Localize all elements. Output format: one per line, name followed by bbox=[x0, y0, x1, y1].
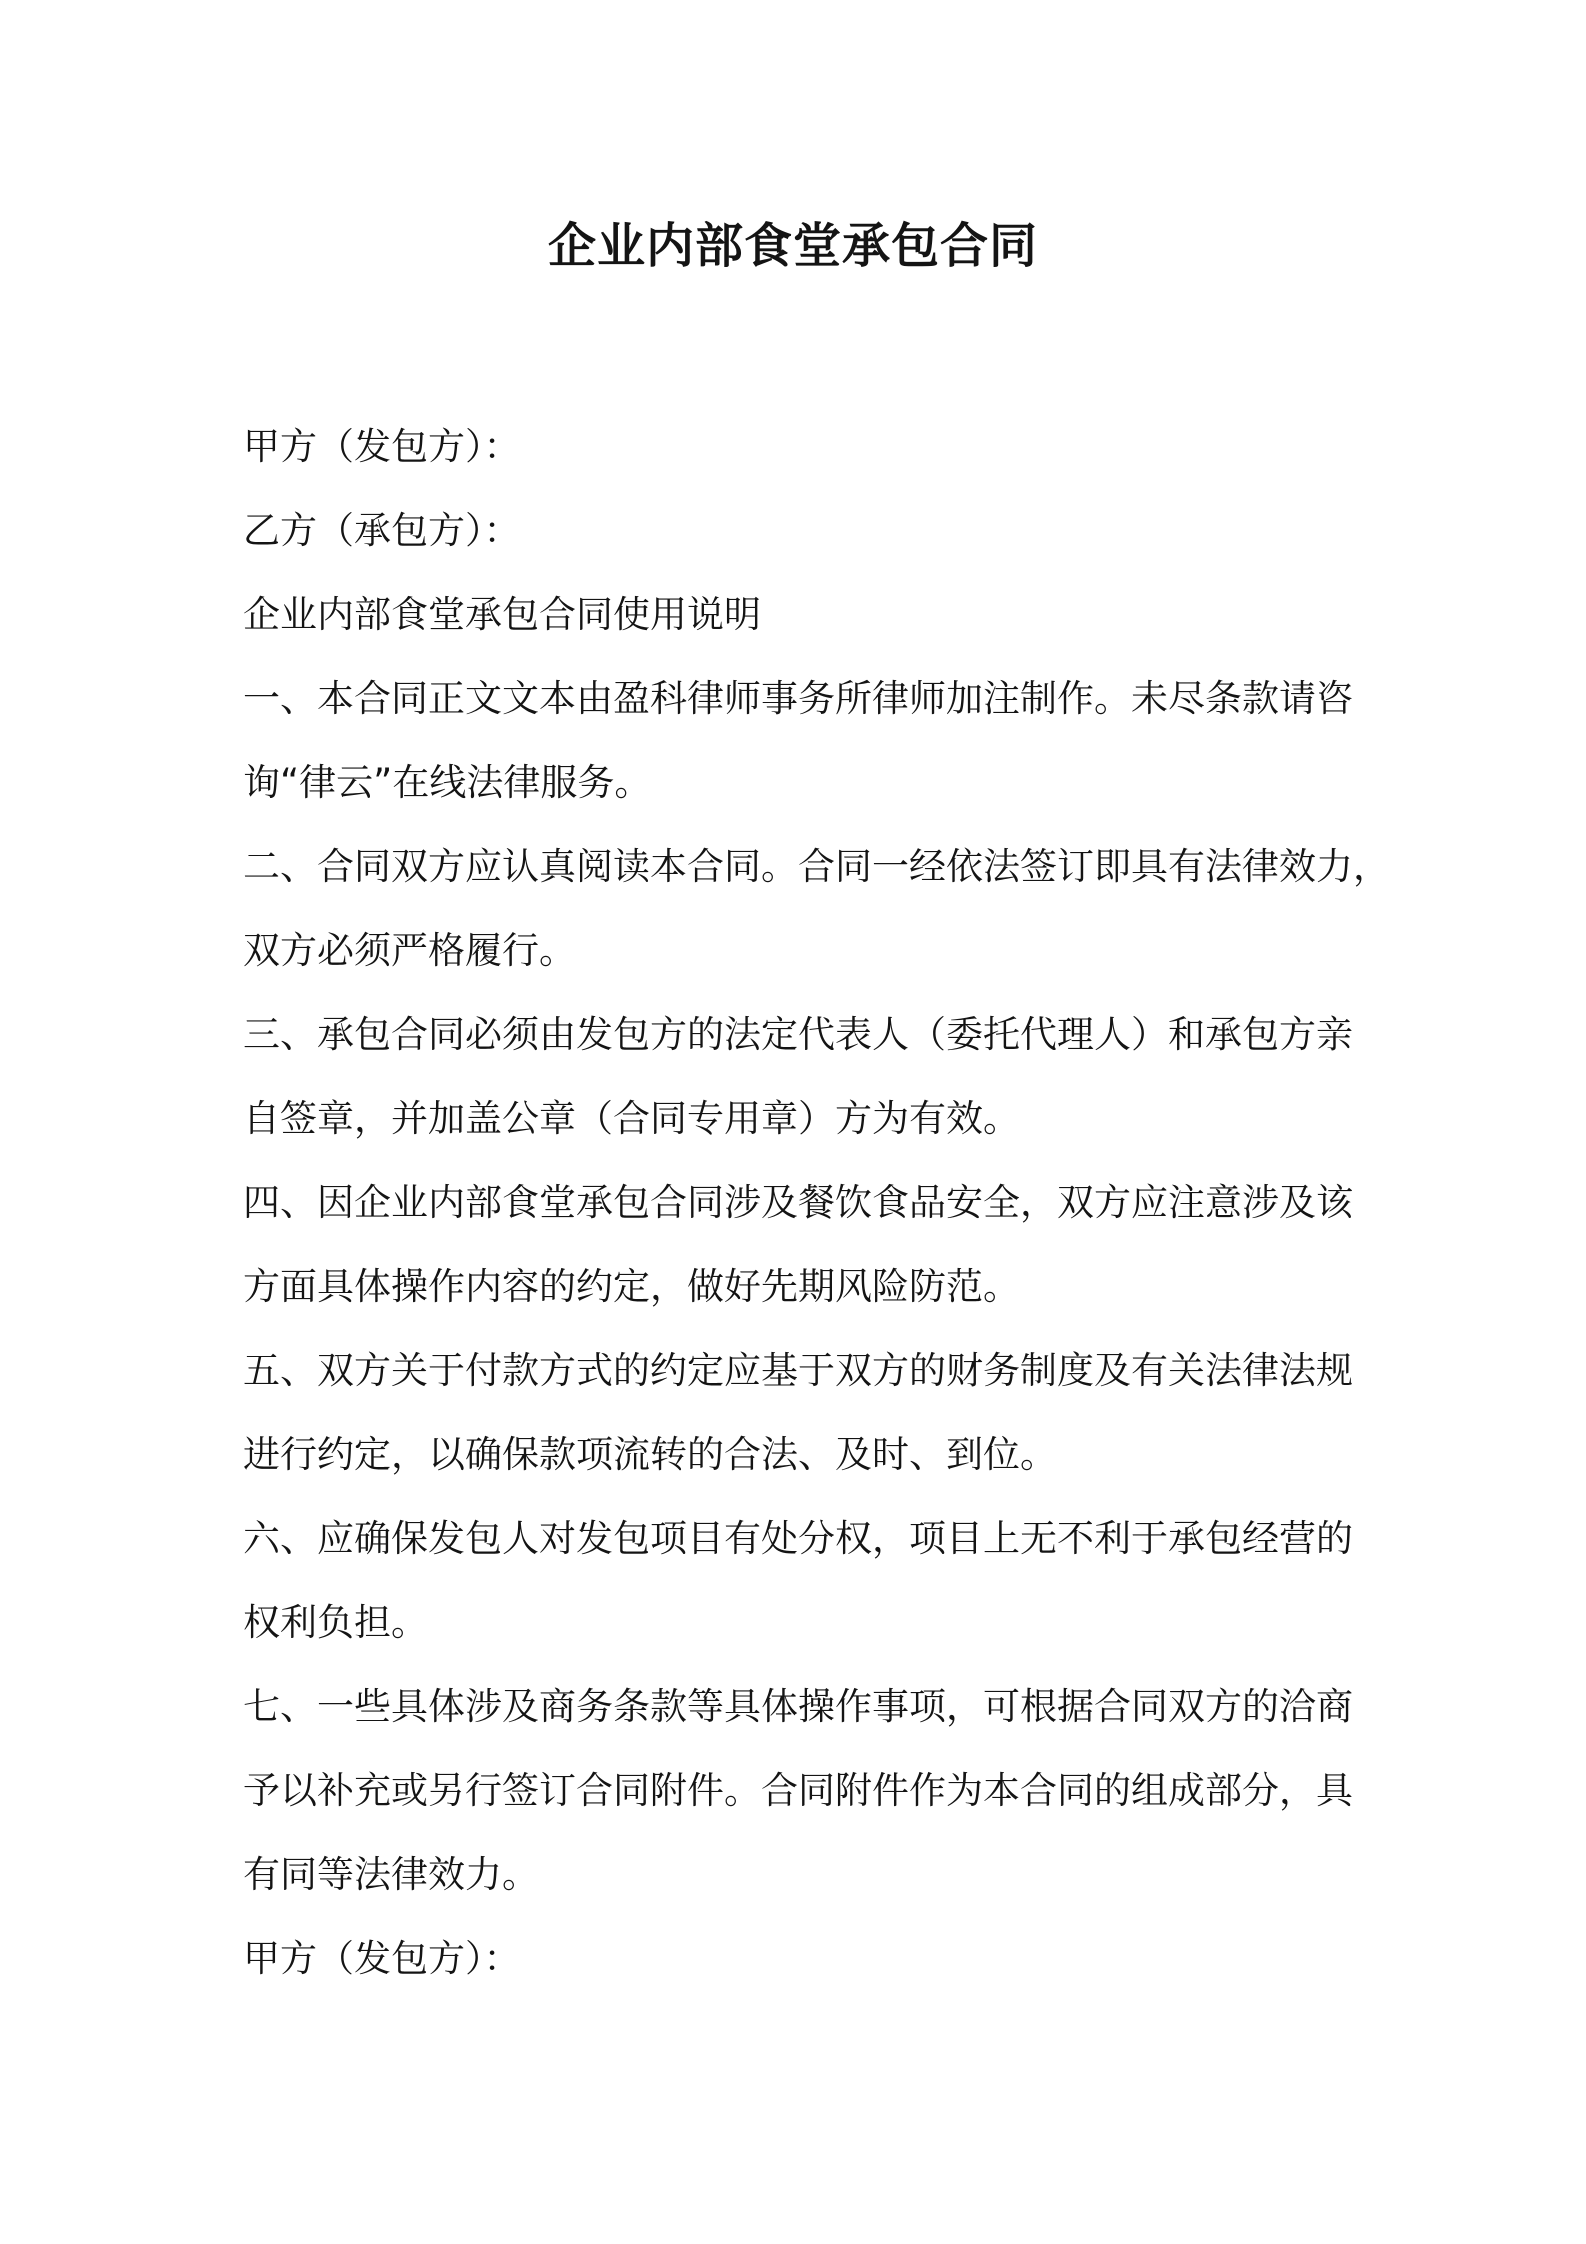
clause-6-line-2: 权利负担。 bbox=[243, 1601, 428, 1644]
clause-3-line-1: 三、承包合同必须由发包方的法定代表人（委托代理人）和承包方亲 bbox=[243, 1013, 1353, 1056]
party-b-label: 乙方（承包方）： bbox=[243, 509, 521, 552]
clause-7-line-2: 予以补充或另行签订合同附件。合同附件作为本合同的组成部分，具 bbox=[243, 1769, 1353, 1812]
clause-6-line-1: 六、应确保发包人对发包项目有处分权，项目上无不利于承包经营的 bbox=[243, 1517, 1353, 1560]
clause-7-line-1: 七、一些具体涉及商务条款等具体操作事项，可根据合同双方的洽商 bbox=[243, 1685, 1353, 1728]
clause-4-line-1: 四、因企业内部食堂承包合同涉及餐饮食品安全，双方应注意涉及该 bbox=[243, 1181, 1353, 1224]
clause-2-line-2: 双方必须严格履行。 bbox=[243, 929, 576, 972]
clause-3-line-2: 自签章，并加盖公章（合同专用章）方为有效。 bbox=[243, 1097, 1020, 1140]
clause-5-line-2: 进行约定，以确保款项流转的合法、及时、到位。 bbox=[243, 1433, 1057, 1476]
clause-7-line-3: 有同等法律效力。 bbox=[243, 1853, 539, 1896]
clause-1-line-1: 一、本合同正文文本由盈科律师事务所律师加注制作。未尽条款请咨 bbox=[243, 677, 1353, 720]
party-a-signature-label: 甲方（发包方）： bbox=[243, 1937, 521, 1980]
clause-5-line-1: 五、双方关于付款方式的约定应基于双方的财务制度及有关法律法规 bbox=[243, 1349, 1353, 1392]
document-body bbox=[243, 405, 1390, 2001]
clause-4-line-2: 方面具体操作内容的约定，做好先期风险防范。 bbox=[243, 1265, 1020, 1308]
document-title: 企业内部食堂承包合同 bbox=[547, 218, 1038, 274]
party-a-label: 甲方（发包方）： bbox=[243, 425, 521, 468]
clause-2-line-1: 二、合同双方应认真阅读本合同。合同一经依法签订即具有法律效力， bbox=[243, 845, 1390, 888]
instructions-heading: 企业内部食堂承包合同使用说明 bbox=[243, 593, 761, 636]
clause-1-line-2: 询“律云”在线法律服务。 bbox=[243, 761, 652, 804]
